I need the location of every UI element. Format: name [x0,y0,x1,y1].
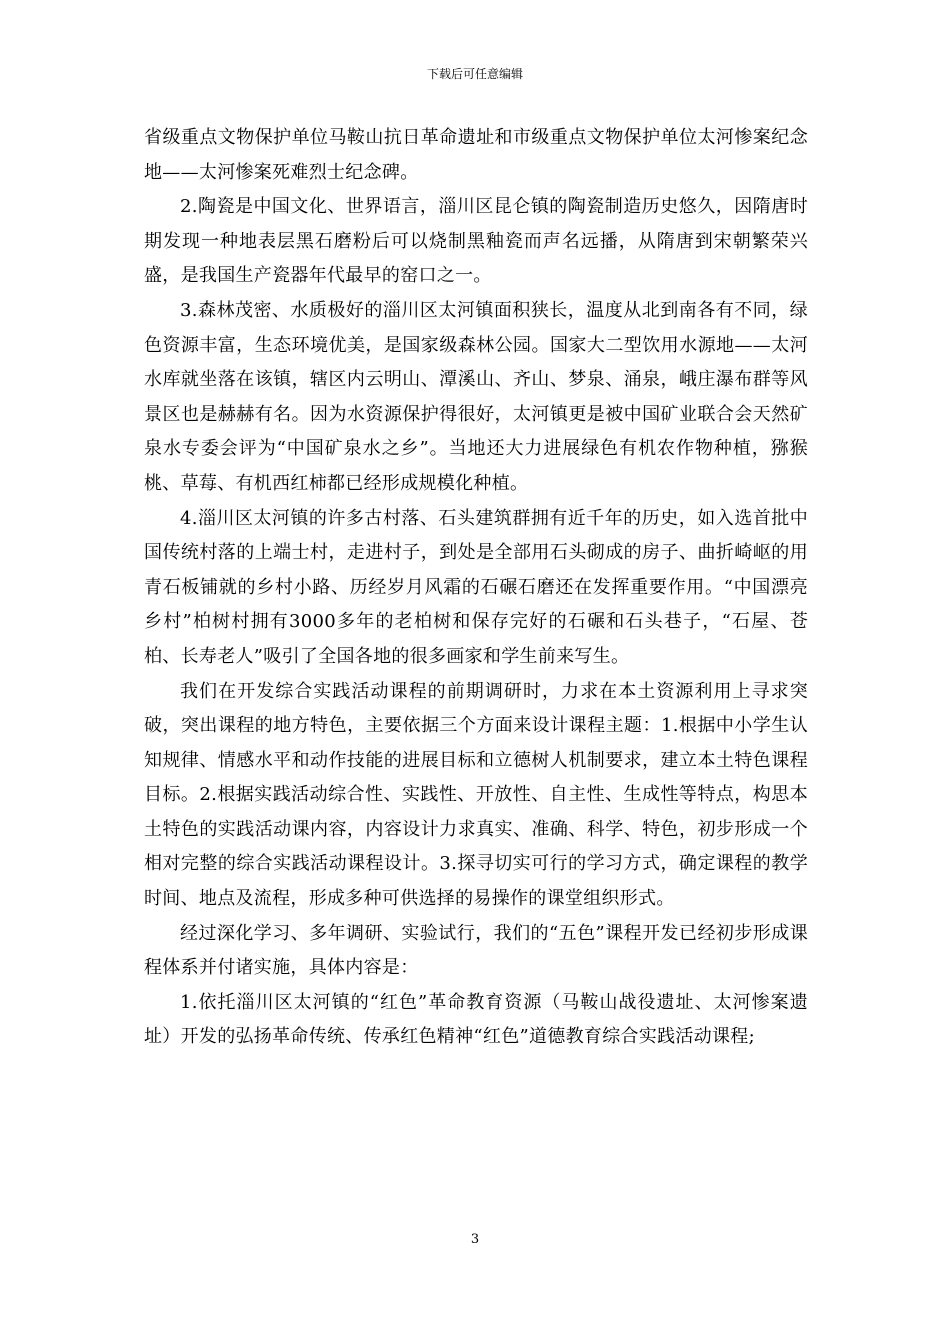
paragraph-course-research: 我们在开发综合实践活动课程的前期调研时，力求在本土资源利用上寻求突破，突出课程的地方特色，主要依据三个方面来设计课程主题：1.根据中小学生认知规律、情感水平和动作技能的进展目标和立德树人机制要求，建立本土特色课程目标。2.根据实践活动综合性、实践性、开放性、自主性、生成性等特点，构思本土特色的实践活动课内容，内容设计力求真实、准确、科学、特色，初步形成一个相对完整的综合实践活动课程设计。3.探寻切实可行的学习方式，确定课程的教学时间、地点及流程，形成多种可供选择的易操作的课堂组织形式。 [144,680,808,910]
paragraph-continuation: 省级重点文物保护单位马鞍山抗日革命遗址和市级重点文物保护单位太河惨案纪念地——太河惨案死难烈士纪念碑。 [144,127,808,183]
paragraph-ceramics: 2.陶瓷是中国文化、世界语言，淄川区昆仑镇的陶瓷制造历史悠久，因隋唐时期发现一种地表层黑石磨粉后可以烧制黑釉瓷而声名远播，从隋唐到宋朝繁荣兴盛，是我国生产瓷器年代最早的窑口之一。 [144,196,808,287]
paragraph-ancient-villages: 4.淄川区太河镇的许多古村落、石头建筑群拥有近千年的历史，如入选首批中国传统村落的上端士村，走进村子，到处是全部用石头砌成的房子、曲折崎岖的用青石板铺就的乡村小路、历经岁月风霜的石碾石磨还在发挥重要作用。“中国漂亮乡村”柏树村拥有3000多年的老柏树和保存完好的石碾和石头巷子，“石屋、苍柏、长寿老人”吸引了全国各地的很多画家和学生前来写生。 [144,507,808,667]
paragraph-red-education: 1.依托淄川区太河镇的“红色”革命教育资源（马鞍山战役遗址、太河惨案遗址）开发的弘扬革命传统、传承红色精神“红色”道德教育综合实践活动课程; [144,991,808,1048]
document-body [144,121,808,1055]
paragraph-forest: 3.森林茂密、水质极好的淄川区太河镇面积狭长，温度从北到南各有不同，绿色资源丰富，生态环境优美，是国家级森林公园。国家大二型饮用水源地——太河水库就坐落在该镇，辖区内云明山、潭溪山、齐山、梦泉、涌泉，峨庄瀑布群等风景区也是赫赫有名。因为水资源保护得很好，太河镇更是被中国矿业联合会天然矿泉水专委会评为“中国矿泉水之乡”。当地还大力进展绿色有机农作物种植，猕猴桃、草莓、有机西红柿都已经形成规模化种植。 [144,299,808,494]
page-number: 3 [470,1232,480,1247]
paragraph-five-color-course: 经过深化学习、多年调研、实验试行，我们的“五色”课程开发已经初步形成课程体系并付诸实施，具体内容是： [144,922,808,979]
page-header: 下载后可任意编辑 [426,67,523,81]
